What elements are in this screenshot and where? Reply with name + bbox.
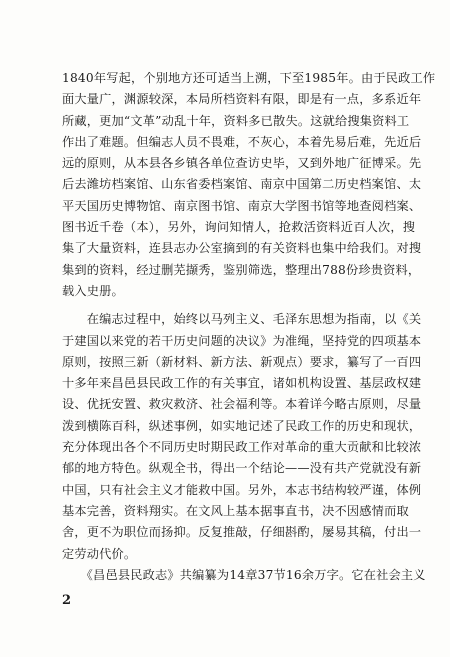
text-line: 作出了难题。但编志人员不畏难，不灰心，本着先易后难，先近后 [62,134,422,149]
text-line: 于建国以来党的若干历史问题的决议》为准绳，坚持党的四项基本 [62,333,422,348]
page-number: 2 [62,593,72,608]
text-line: 中国，只有社会主义才能救中国。另外，本志书结构较严谨，体例 [62,482,422,497]
text-line: 远的原则，从本县各乡镇各单位查访史毕，又到外地广征博采。先 [62,156,422,171]
text-line: 面大量广，渊源较深，本局所档资料有限，即是有一点，多系近年 [62,92,422,107]
text-line: 设、优抚安置、救灾救济、社会福利等。本着详今略古原则，尽量 [62,397,422,412]
paragraph-3 [62,565,426,586]
text-line: 舍，更不为职位而扬抑。反复推敲，仔细斟酌，屡易其稿，付出一 [62,525,422,540]
text-line: 《昌邑县民政志》共编纂为14章37节16余万字。它在社会主义 [62,567,426,582]
paragraph-1 [62,68,436,302]
text-line: 泼到横陈百科，纵述事例，如实地记述了民政工作的历史和现状， [62,418,422,433]
text-line: 载入史册。 [62,283,124,298]
text-line: 平天国历史博物馆、南京图书馆、南京大学图书馆等地查阅档案、 [62,198,422,213]
text-line: 集了大量资料，连县志办公室摘到的有关资料也集中给我们。对搜 [62,241,422,256]
paragraph-spacer [62,302,394,309]
text-line: 充分体现出各个不同历史时期民政工作对革命的重大贡献和比较浓 [62,440,422,455]
text-line: 1840年写起，个别地方还可适当上溯，下至1985年。由于民政工作 [62,71,436,85]
text-line: 郁的地方特色。纵观全书，得出一个结论——没有共产党就没有新 [62,461,422,476]
text-line: 在编志过程中，始终以马列主义、毛泽东思想为指南，以《关 [62,312,422,327]
text-line: 基本完善，资料翔实。在文风上基本据事直书，决不因感情而取 [62,503,409,518]
text-line: 后去潍坊档案馆、山东省委档案馆、南京中国第二历史档案馆、太 [62,177,422,192]
text-line: 定劳动代价。 [62,546,137,561]
text-line: 所藏，更加“文革”动乱十年，资料多已散失。这就给搜集资料工 [62,113,410,128]
text-line: 集到的资料，经过删芜撷秀，鉴别筛选，整理出788份珍贵资料， [62,262,421,277]
paragraph-2 [62,309,422,565]
text-line: 图书近千卷（本），另外，询问知情人，抢救活资料近百人次，搜 [62,220,416,235]
text-line: 原则，按照三新（新材料、新方法、新观点）要求，纂写了一百四 [62,354,422,369]
body-text [62,68,436,586]
text-line: 十多年来昌邑县民政工作的有关事宜，诸如机构设置、基层政权建 [62,376,422,391]
